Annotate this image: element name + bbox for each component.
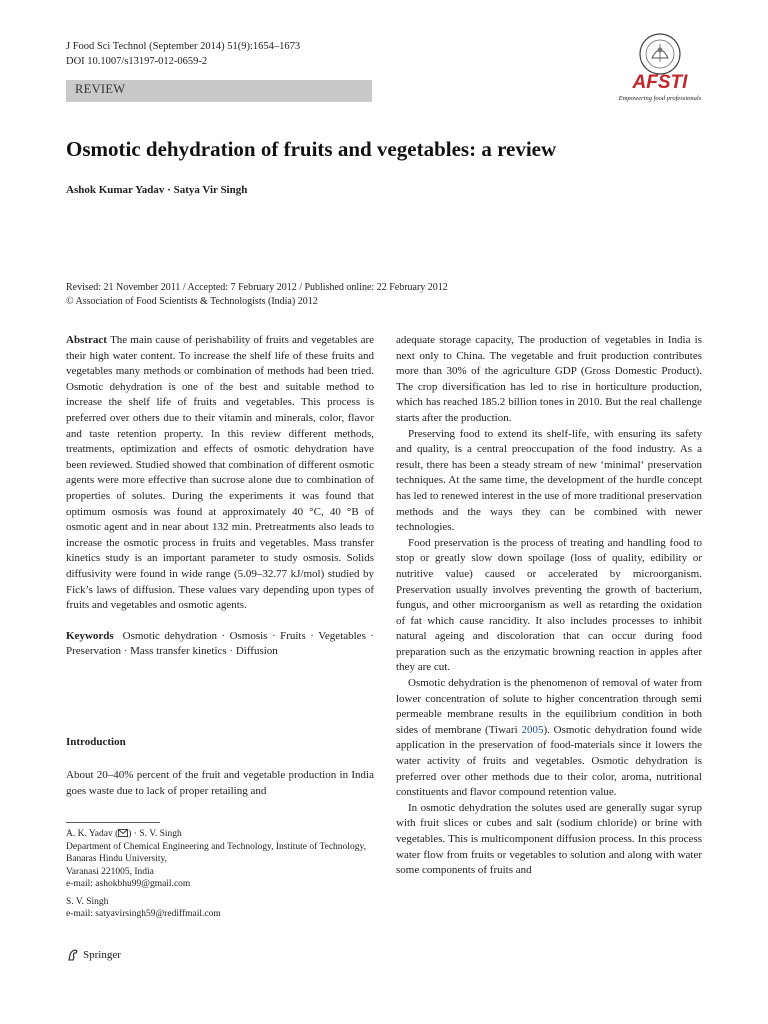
abstract-label: Abstract [66,334,107,346]
keywords-text: Osmotic dehydration · Osmosis · Fruits · Vegetables · Preservation · Mass transfer kinetics · Diffusion [66,629,374,658]
paragraph-3: Food preservation is the process of treating and handling food to stop or greatly slow down spoilage (loss of quality, edibility or nutritive value) caused or accelerated by microorganism. Preservation usually involves preventing the growth of bacterium, fungus, and other microorganism as well as retarding the oxidation of fat which cause rancidity. It also includes processes to inhibit natural ageing and discoloration that can occur during food preparation such as the enzymatic browning reaction in apples after they are cut. [396,536,702,674]
section-label: REVIEW [75,82,126,96]
article-title: Osmotic dehydration of fruits and vegetables: a review [66,137,557,161]
affiliation-authors: A. K. Yadav ( ) · S. V. Singh [66,829,182,839]
paragraph-1: adequate storage capacity, The production of vegetables in India is next only to China. The vegetable and fruit production contributes more than 30% of the agriculture GDP (Gross Domestic Product). The crop diversification has led to rise in horticulture production, which has reached 185.2 billion tones in 2010. But the real challenge starts after the production. [396,334,702,424]
left-column [66,333,374,660]
abstract-text: The main cause of perishability of fruits and vegetables are their high water content. To increase the shelf life of these fruits and vegetables many methods or combination of methods had been tried. Osmotic dehydration is one of the best and suitable method to increase the shelf life of fruits and vegetables. This process is preferred over others due to their vitamin and minerals, color, flavor and taste retention property. In this review different methods, treatments, optimization and effects of osmotic dehydration have been reviewed. Studied showed that combination of different osmotic agents were more effective than sucrose alone due to combination of properties of solutes. During the experiments it was found that optimum osmosis was found at approximately 40 °C, 40 °B of osmotic agent and in near about 132 min. Pretreatments also leads to increase the osmotic process in fruits and vegetables. Mass transfer kinetics study is an important parameter to study osmosis. Solids diffusivity were found in wide range (5.09–32.77 kJ/mol) studied by Fick’s laws of diffusion. These values vary depending upon types of fruits and vegetables and osmotic agents. [66,334,375,612]
logo-wordmark: AFSTI [632,72,688,93]
publication-history: Revised: 21 November 2011 / Accepted: 7 February 2012 / Published online: 22 February 2012 [66,282,448,293]
paragraph-5: In osmotic dehydration the solutes used are generally sugar syrup with fruit slices or cubes and salt (sodium chloride) or brine with vegetables. This is multicomponent diffusion process. In this process water flow from fruits or vegetables to solution and along with water some components of fruits and [396,801,702,877]
email-yadav[interactable]: e-mail: ashokbhu99@gmail.com [66,879,191,889]
affiliation-department: Department of Chemical Engineering and Technology, Institute of Technology, Banaras Hindu University, [66,841,366,864]
afsti-emblem-icon [612,30,708,106]
article-dates [66,281,448,309]
author-affiliations [66,828,376,921]
right-column [396,333,702,879]
introduction-text [66,768,374,799]
footnote-divider [66,822,160,823]
doi: DOI 10.1007/s13197-012-0659-2 [66,55,208,67]
journal-header [66,40,300,69]
introduction-heading: Introduction [66,736,126,748]
logo-tagline: Empowering food professionals [618,95,702,102]
journal-citation: J Food Sci Technol (September 2014) 51(9):1654–1673 [66,41,301,52]
springer-horse-icon [66,948,80,962]
introduction-paragraph: About 20–40% percent of the fruit and vegetable production in India goes waste due to lack of proper retailing and [66,769,374,797]
publisher-footer [66,948,121,962]
affiliation-name-2: S. V. Singh [66,896,109,907]
paragraph-2: Preserving food to extend its shelf-life, with ensuring its safety and quality, is a central preoccupation of the food industry. As a result, there has been a steady stream of new ‘minimal‘ preservation techniques. At the same time, the development of the hurdle concept has led to renewed interest in the use of more traditional preservation methods and the ways they can be combined with newer technologies. [396,427,702,534]
citation-link-tiwari[interactable]: 2005 [521,723,544,736]
afsti-logo [612,30,708,106]
affiliation-city: Varanasi 221005, India [66,866,154,877]
section-label-bar [66,80,372,102]
paragraph-4: Osmotic dehydration is the phenomenon of removal of water from lower concentration of solute to higher concentration through semi permeable membrane results in the equilibrium condition in both sides of membrane (Tiwari 2005). Osmotic dehydration found wide application in the preservation of food-materials since it lowers the water activity of fruits and vegetables. Osmotic dehydration is preferred over other methods due to their color, aroma, nutritional constituents and flavor compound retention value. [396,677,702,799]
abstract [66,333,374,614]
copyright-line: © Association of Food Scientists & Technologists (India) 2012 [66,296,318,307]
keywords [66,629,374,660]
publisher-name: Springer [83,949,121,961]
article-authors: Ashok Kumar Yadav · Satya Vir Singh [66,184,248,196]
keywords-label: Keywords [66,629,114,642]
envelope-icon [118,829,128,837]
email-singh[interactable]: e-mail: satyavirsingh59@rediffmail.com [66,909,221,919]
